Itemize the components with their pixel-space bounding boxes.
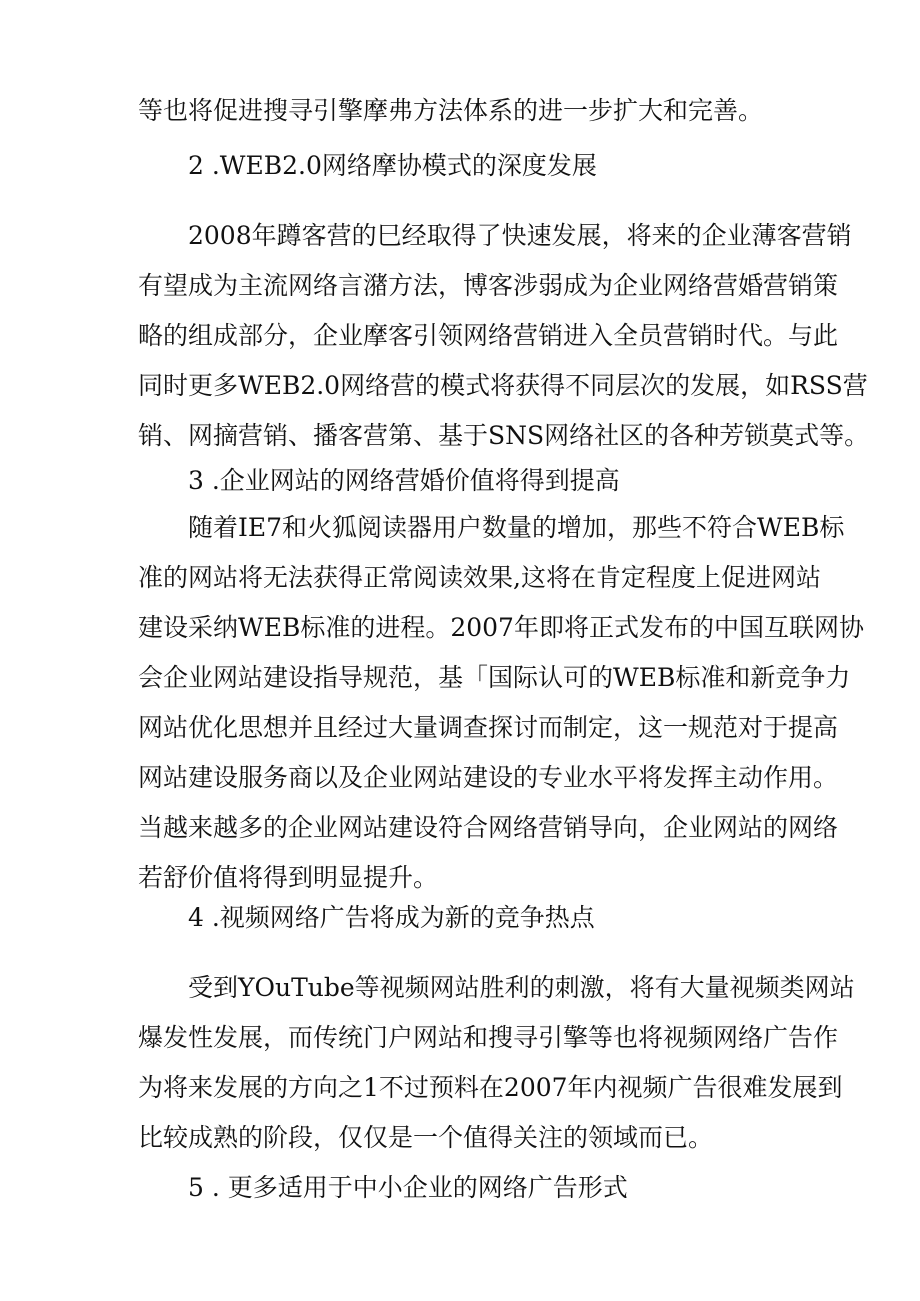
paragraph-enterprise-site xyxy=(138,503,864,903)
heading-text: 5 . 更多适用于中小企业的网络广告形式 xyxy=(188,1173,628,1202)
paragraph-web20 xyxy=(138,211,870,461)
text-line: 网站优化思想并且经过大量调查探讨而制定，这一规范对于提高 xyxy=(138,713,839,742)
text-line: 比较成熟的阶段，仅仅是一个值得关注的领域而已。 xyxy=(138,1123,714,1152)
text-line: 随着IE7和火狐阅读器用户数量的增加，那些不符合WEB标 xyxy=(188,513,845,542)
text-line: 若舒价值将得到明显提升。 xyxy=(138,863,439,892)
text-line: 会企业网站建设指导规范，基「国际认可的WEB标准和新竞争力 xyxy=(138,663,851,692)
section-heading-2 xyxy=(188,141,840,191)
text-line: 准的网站将无法获得正常阅读效果,这将在肯定程度上促进网站 xyxy=(138,563,821,592)
text-line: 销、网摘营销、播客营第、基于SNS网络社区的各种芳锁莫式等。 xyxy=(138,421,870,450)
text-line: 网站建设服务商以及企业网站建设的专业水平将发挥主动作用。 xyxy=(138,763,839,792)
heading-text: 3 .企业网站的网络营婚价值将得到提高 xyxy=(188,466,620,495)
text-line: 有望成为主流网络言潴方法，博客涉弱成为企业网络营婚营销策 xyxy=(138,271,839,300)
text-line: 2008年蹲客营的巳经取得了快速发展，将来的企业薄客营销 xyxy=(188,221,852,250)
text-line: 爆发性发展，而传统门户网站和搜寻引擎等也将视频网络广告作 xyxy=(138,1023,839,1052)
text-line: 建设采纳WEB标准的进程。2007年即将正式发布的中国互联网协 xyxy=(138,613,864,642)
heading-text: 2 .WEB2.0网络摩协模式的深度发展 xyxy=(188,151,597,180)
text-line: 为将来发展的方向之1不过预料在2007年内视频广告很难发展到 xyxy=(138,1073,843,1102)
section-heading-3 xyxy=(188,456,840,506)
text-line: 当越来越多的企业网站建设符合网络营销导向，企业网站的网络 xyxy=(138,813,839,842)
text-line: 等也将促进搜寻引擎摩弗方法体系的进一步扩大和完善。 xyxy=(138,96,764,125)
heading-text: 4 .视频网络广告将成为新的竞争热点 xyxy=(188,903,595,932)
section-heading-5 xyxy=(188,1163,840,1213)
section-heading-4 xyxy=(188,893,840,943)
paragraph-video-ads xyxy=(138,963,855,1163)
text-line: 略的组成部分，企业摩客引领网络营销进入全员营销时代。与此 xyxy=(138,321,839,350)
text-line: 受到YOuTube等视频网站胜利的刺激，将有大量视频类网站 xyxy=(188,973,855,1002)
text-line: 同时更多WEB2.0网络营的模式将获得不同层次的发展，如RSS营 xyxy=(138,371,868,400)
paragraph-continuation xyxy=(138,86,790,136)
